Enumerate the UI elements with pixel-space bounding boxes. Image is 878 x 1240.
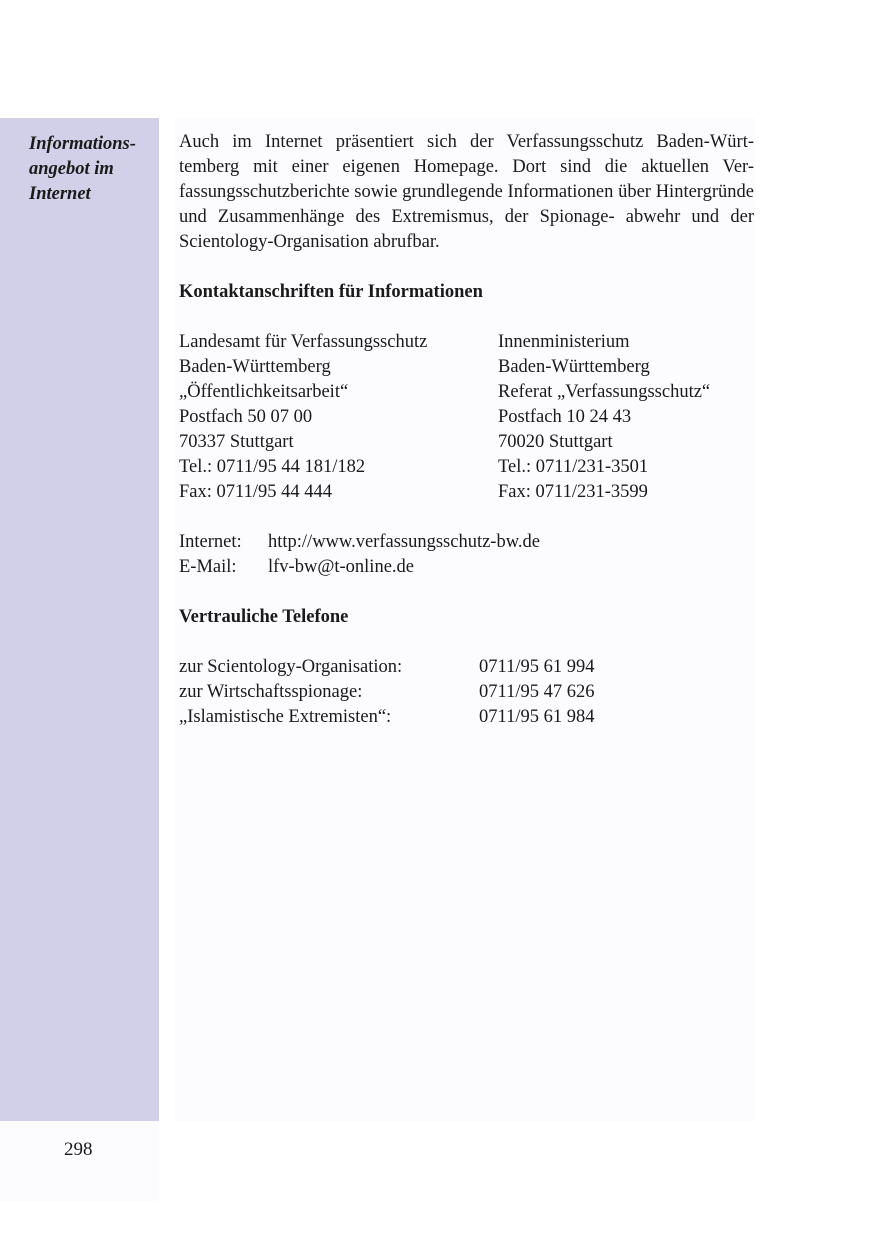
address-line: Postfach 10 24 43 [498,407,632,427]
address-line: Tel.: 0711/95 44 181/182 [179,457,366,477]
phone-label: zur Scientology-Organisation: [179,657,403,677]
sidebar [0,118,159,1121]
intro-line: abwehr und der Scientology-Organisation abrufbar. [179,207,754,252]
sidebar-heading-line: angebot im [29,159,114,179]
email-link[interactable]: lfv-bw@t-online.de [268,557,414,577]
phone-number: 0711/95 47 626 [479,682,595,702]
contacts-heading: Kontaktanschriften für Informationen [179,282,483,302]
phone-label: zur Wirtschaftsspionage: [179,682,363,702]
address-line: Tel.: 0711/231-3501 [498,457,649,477]
phone-row [179,655,754,680]
intro-line: Auch im Internet präsentiert sich der Verfassungsschutz Baden-Würt- [179,132,754,152]
sidebar-heading-line: Informations- [29,134,136,154]
address-line: Fax: 0711/95 44 444 [179,482,332,502]
phones-heading: Vertrauliche Telefone [179,607,349,627]
phone-row [179,680,754,705]
email-label: E-Mail: [179,557,237,577]
sidebar-heading [29,132,157,207]
address-line: Landesamt für Verfassungsschutz [179,332,428,352]
phone-number: 0711/95 61 984 [479,707,595,727]
addresses [179,330,754,505]
right-address [498,330,754,505]
address-line: Postfach 50 07 00 [179,407,313,427]
address-line: Baden-Württemberg [179,357,331,377]
phone-label: „Islamistische Extremisten“: [179,707,392,727]
intro-line: fassungsschutzberichte sowie grundlegende Informationen über [179,182,651,202]
address-line: 70020 Stuttgart [498,432,613,452]
address-line: „Öffentlichkeitsarbeit“ [179,382,349,402]
address-line: 70337 Stuttgart [179,432,294,452]
left-address [179,330,498,505]
address-line: Innenministerium [498,332,630,352]
email-row [179,555,754,580]
internet-row [179,530,754,555]
main-content [179,130,754,730]
intro-line: Hintergründe und Zusammenhänge des Extremismus, der Spionage- [179,182,754,227]
address-line: Baden-Württemberg [498,357,650,377]
intro-paragraph [179,130,754,255]
internet-label: Internet: [179,532,242,552]
page-number: 298 [64,1139,93,1160]
intro-line: temberg mit einer eigenen Homepage. Dort sind die aktuellen Ver- [179,157,754,177]
internet-link[interactable]: http://www.verfassungsschutz-bw.de [268,532,540,552]
sidebar-heading-line: Internet [29,184,91,204]
address-line: Fax: 0711/231-3599 [498,482,648,502]
address-line: Referat „Verfassungsschutz“ [498,382,711,402]
phone-row [179,705,754,730]
phone-number: 0711/95 61 994 [479,657,595,677]
